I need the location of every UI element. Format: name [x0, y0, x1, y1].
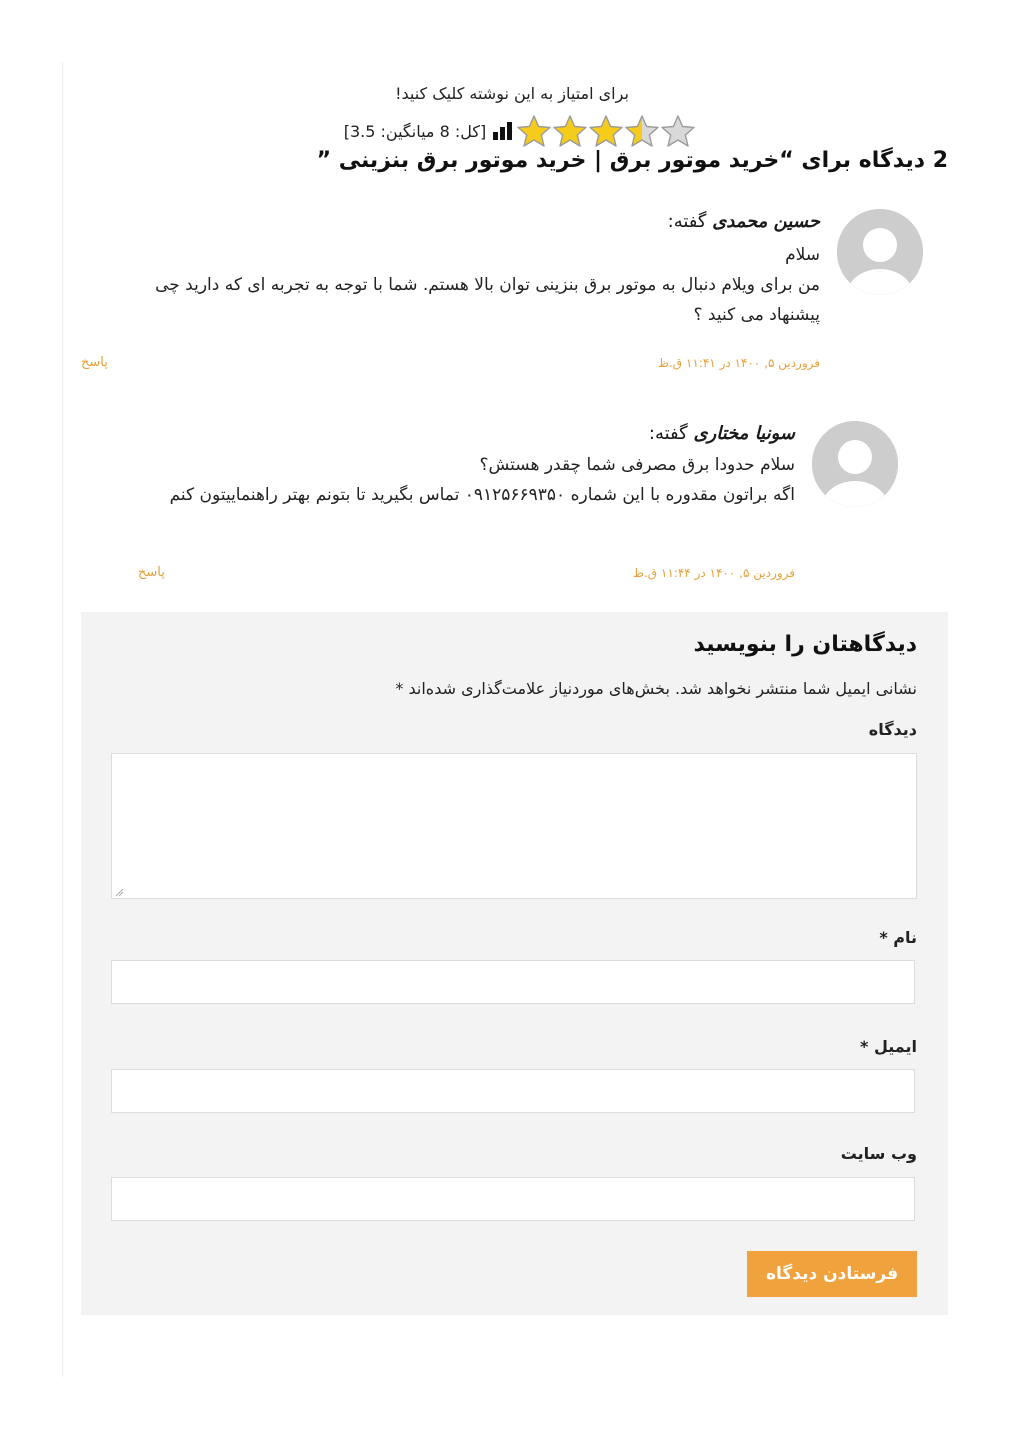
- comment-says: گفته:: [648, 423, 688, 444]
- rating-star-icon[interactable]: [552, 114, 588, 148]
- rating-summary-avg: 3.5]: [343, 121, 376, 141]
- rating-summary-prefix: [کل:: [454, 121, 487, 141]
- comment-textarea[interactable]: [111, 753, 917, 899]
- comment-author-line: [668, 211, 820, 232]
- resize-grip-icon[interactable]: [114, 887, 124, 897]
- comment-author-line: [649, 423, 795, 444]
- website-input[interactable]: [111, 1177, 915, 1221]
- avatar: [837, 209, 923, 295]
- rating-stars[interactable]: [516, 114, 696, 148]
- comment-author-name[interactable]: حسین محمدی: [712, 211, 820, 232]
- user-silhouette-icon: [837, 209, 923, 295]
- page-edge-line: [62, 62, 63, 1377]
- email-input[interactable]: [111, 1069, 915, 1113]
- website-label: وب سایت: [840, 1144, 917, 1163]
- rating-summary-total: 8: [439, 121, 450, 141]
- rating-star-icon[interactable]: [624, 114, 660, 148]
- stats-bars-icon: [492, 122, 514, 140]
- comment-date-link[interactable]: فروردین ۵, ۱۴۰۰ در ۱۱:۴۴ ق.ظ: [632, 566, 795, 580]
- rating-summary-avg-label: میانگین:: [380, 121, 435, 141]
- rating-star-icon[interactable]: [516, 114, 552, 148]
- comments-title: 2 دیدگاه برای “خرید موتور برق | خرید موتور برق بنزینی ”: [316, 148, 948, 173]
- reply-link[interactable]: پاسخ: [81, 355, 108, 370]
- rating-row: [320, 114, 720, 148]
- comment-date-link[interactable]: فروردین ۵, ۱۴۰۰ در ۱۱:۴۱ ق.ظ: [657, 356, 820, 370]
- comment-label: دیدگاه: [868, 720, 917, 739]
- name-input[interactable]: [111, 960, 915, 1004]
- reply-link[interactable]: پاسخ: [138, 565, 165, 580]
- comment-author-name[interactable]: سونیا مختاری: [693, 423, 795, 444]
- comment-line: سلام حدودا برق مصرفی شما چقدر هستش؟: [479, 455, 795, 475]
- comment-form: [81, 612, 948, 1315]
- comment-line: اگه براتون مقدوره با این شماره ۰۹۱۲۵۶۶۹۳۵۰ تماس بگیرید تا بتونم بهتر راهنماییتون کنم: [169, 485, 795, 505]
- comment-line: من برای ویلام دنبال به موتور برق بنزینی توان بالا هستم. شما با توجه به تجربه ای که دارید چی پیشنهاد می کنید ؟: [155, 275, 820, 325]
- name-label: نام *: [879, 928, 917, 947]
- comment-body: [100, 240, 820, 330]
- rating-summary: [344, 122, 487, 141]
- comment-line: سلام: [785, 245, 820, 265]
- comment-says: گفته:: [667, 211, 707, 232]
- email-label: ایمیل *: [860, 1037, 917, 1056]
- rating-prompt: برای امتیاز به این نوشته کلیک کنید!: [395, 84, 629, 103]
- avatar: [812, 421, 898, 507]
- user-silhouette-icon: [812, 421, 898, 507]
- comment-body: [145, 450, 795, 510]
- submit-comment-button[interactable]: فرستادن دیدگاه: [747, 1251, 917, 1297]
- form-note: نشانی ایمیل شما منتشر نخواهد شد. بخش‌های موردنیاز علامت‌گذاری شده‌اند *: [395, 679, 917, 698]
- rating-star-icon[interactable]: [660, 114, 696, 148]
- form-title: دیدگاهتان را بنویسید: [693, 632, 917, 657]
- rating-star-icon[interactable]: [588, 114, 624, 148]
